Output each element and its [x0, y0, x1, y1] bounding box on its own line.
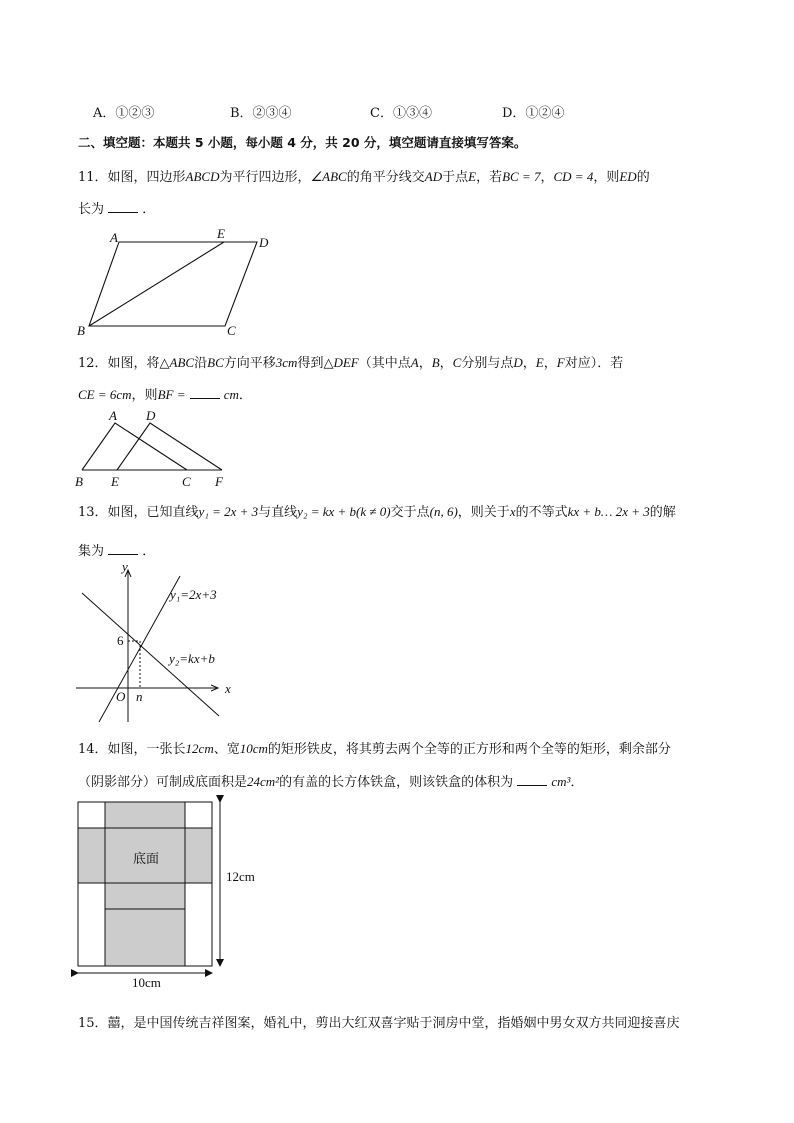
q14-l2c: 的有盖的长方体铁盒，则该铁盒的体积为	[279, 775, 514, 790]
label-d: D	[146, 408, 156, 423]
q14-l2e: ．	[570, 775, 584, 790]
label-origin: O	[116, 689, 126, 704]
q11-t5: AD	[424, 169, 443, 184]
option-a: A．①②③	[93, 106, 155, 121]
label-height: 12cm	[226, 869, 255, 884]
q11-t11: CD = 4	[553, 169, 594, 184]
q11-t1: ABCD	[185, 169, 220, 184]
q14-l1e: 的矩形铁皮，将其剪去两个全等的正方形和两个全等的矩形，剩余部分	[267, 742, 671, 757]
q11-end: ．	[142, 202, 156, 217]
q13-num: 13．如图，已知直线	[78, 505, 199, 520]
q11-t6: 于点	[442, 170, 469, 185]
q11-t7: E	[468, 169, 477, 184]
q12-l2d: cm	[223, 387, 239, 402]
q14-l1c: 、宽	[213, 742, 240, 757]
section-heading: 二、填空题：本题共 5 小题，每小题 4 分，共 20 分，填空题请直接填写答案。	[78, 135, 527, 150]
q15-line1: 15．囍，是中国传统吉祥图案，婚礼中，剪出大红双喜字贴于洞房中堂，指婚姻中男女双方共同迎接喜庆	[78, 1016, 680, 1031]
parallelogram-abcd	[89, 242, 257, 326]
q12-t5: 3cm	[275, 355, 298, 370]
q13-t2: 与直线	[258, 505, 298, 520]
q13-end: ．	[142, 544, 156, 559]
label-b: B	[75, 474, 83, 489]
label-a: A	[110, 230, 118, 245]
label-n: n	[136, 689, 143, 704]
q12-t2: 沿	[194, 356, 208, 371]
q12-answer-blank	[190, 386, 220, 399]
label-y2: y₂=kx+b	[169, 651, 215, 666]
label-y1: y₁=2x+3	[170, 587, 217, 602]
q11-t14: 的	[636, 170, 650, 185]
q12-line2	[78, 384, 252, 403]
q12-l2c: BF =	[157, 387, 186, 402]
label-y: y	[122, 559, 128, 574]
label-a: A	[109, 408, 117, 423]
label-e: E	[217, 226, 225, 241]
q12-l2a: CE = 6cm	[78, 387, 132, 402]
q11-t10: ，	[540, 170, 554, 185]
q13-t4: 交于点	[390, 505, 430, 520]
q12-t14: 分别与点	[461, 356, 514, 371]
q13-t10: 的解	[649, 505, 676, 520]
label-base: 底面	[133, 852, 160, 867]
q12-t8: （其中点	[358, 356, 411, 371]
q13-t1: y₁ = 2x + 3	[198, 504, 259, 519]
q11-t2: 为平行四边形，	[219, 170, 311, 185]
q12-t7: DEF	[333, 355, 359, 370]
q14-l1a: 14．如图，一张长	[78, 742, 186, 757]
label-e: E	[111, 474, 119, 489]
q11-line1	[78, 166, 650, 185]
option-d: D．①②④	[502, 106, 565, 121]
q11-t3: ∠ABC	[310, 169, 347, 184]
q11-answer-blank	[108, 200, 138, 213]
q12-t20: 对应）．若	[564, 356, 624, 371]
q12-t9: A	[410, 355, 419, 370]
q13-line2-text: 集为	[78, 544, 105, 559]
q11-parallelogram-figure	[70, 226, 280, 338]
q14-answer-blank	[517, 773, 547, 786]
q12-num: 12．如图，将△	[78, 356, 170, 371]
q12-translation-figure	[70, 406, 240, 492]
label-width: 10cm	[132, 975, 161, 990]
q12-t3: BC	[207, 355, 224, 370]
q12-t11: B	[431, 355, 440, 370]
triangle-def	[117, 423, 222, 470]
shaded-top-flap	[105, 802, 185, 828]
label-d: D	[259, 235, 269, 250]
label-x: x	[225, 681, 231, 696]
label-b: B	[77, 323, 85, 338]
option-b: B．②③④	[230, 106, 292, 121]
q11-line2-text: 长为	[78, 202, 105, 217]
q14-l1b: 12cm	[185, 741, 214, 756]
q11-t13: ED	[619, 169, 637, 184]
q11-line2	[78, 198, 155, 217]
label-c: C	[182, 474, 191, 489]
q12-l2b: ，则	[131, 388, 158, 403]
q13-graph-figure	[70, 558, 250, 726]
shaded-net	[78, 802, 212, 966]
q13-t5: (n, 6)	[429, 504, 458, 519]
q14-l2a: （阴影部分）可制成底面积是	[78, 775, 248, 790]
q13-t8: 的不等式	[515, 505, 568, 520]
q13-t9: kx + b… 2x + 3	[567, 504, 650, 519]
q12-t16: ，	[522, 356, 536, 371]
q12-line1	[78, 352, 623, 371]
label-f: F	[215, 474, 223, 489]
q12-l2e: ．	[238, 388, 252, 403]
q12-t15: D	[513, 355, 523, 370]
q12-t13: C	[452, 355, 462, 370]
q14-l1d: 10cm	[239, 741, 268, 756]
shaded-side-panel	[105, 883, 185, 909]
q11-num: 11．如图，四边形	[78, 170, 186, 185]
q14-sheet-figure	[70, 795, 270, 995]
q12-t18: ，	[543, 356, 557, 371]
shaded-bottom-panel	[105, 909, 185, 966]
q14-l2d: cm³	[551, 774, 571, 789]
q12-t12: ，	[439, 356, 453, 371]
q13-t6: ，则关于	[457, 505, 510, 520]
q11-t8: ，若	[476, 170, 503, 185]
q13-line1	[78, 501, 676, 520]
q13-answer-blank	[108, 542, 138, 555]
q13-t3: y₂ = kx + b(k ≠ 0)	[297, 504, 391, 519]
q12-t19: F	[556, 355, 565, 370]
q13-t7: x	[509, 504, 516, 519]
option-c: C．①③④	[370, 106, 432, 121]
q14-line1	[78, 738, 671, 757]
triangle-abc	[82, 423, 187, 470]
label-c: C	[227, 323, 236, 338]
q12-t10: ，	[418, 356, 432, 371]
q11-t12: ，则	[593, 170, 620, 185]
q14-l2b: 24cm²	[247, 774, 280, 789]
q12-t6: 得到△	[297, 356, 334, 371]
bisector-be	[89, 242, 224, 326]
q11-t9: BC = 7	[502, 169, 541, 184]
q11-t4: 的角平分线交	[346, 170, 425, 185]
q13-line2	[78, 540, 155, 559]
label-six: 6	[117, 633, 124, 648]
q14-line2	[78, 771, 583, 790]
q12-t4: 方向平移	[223, 356, 276, 371]
q12-t1: ABC	[169, 355, 195, 370]
q12-t17: E	[535, 355, 544, 370]
